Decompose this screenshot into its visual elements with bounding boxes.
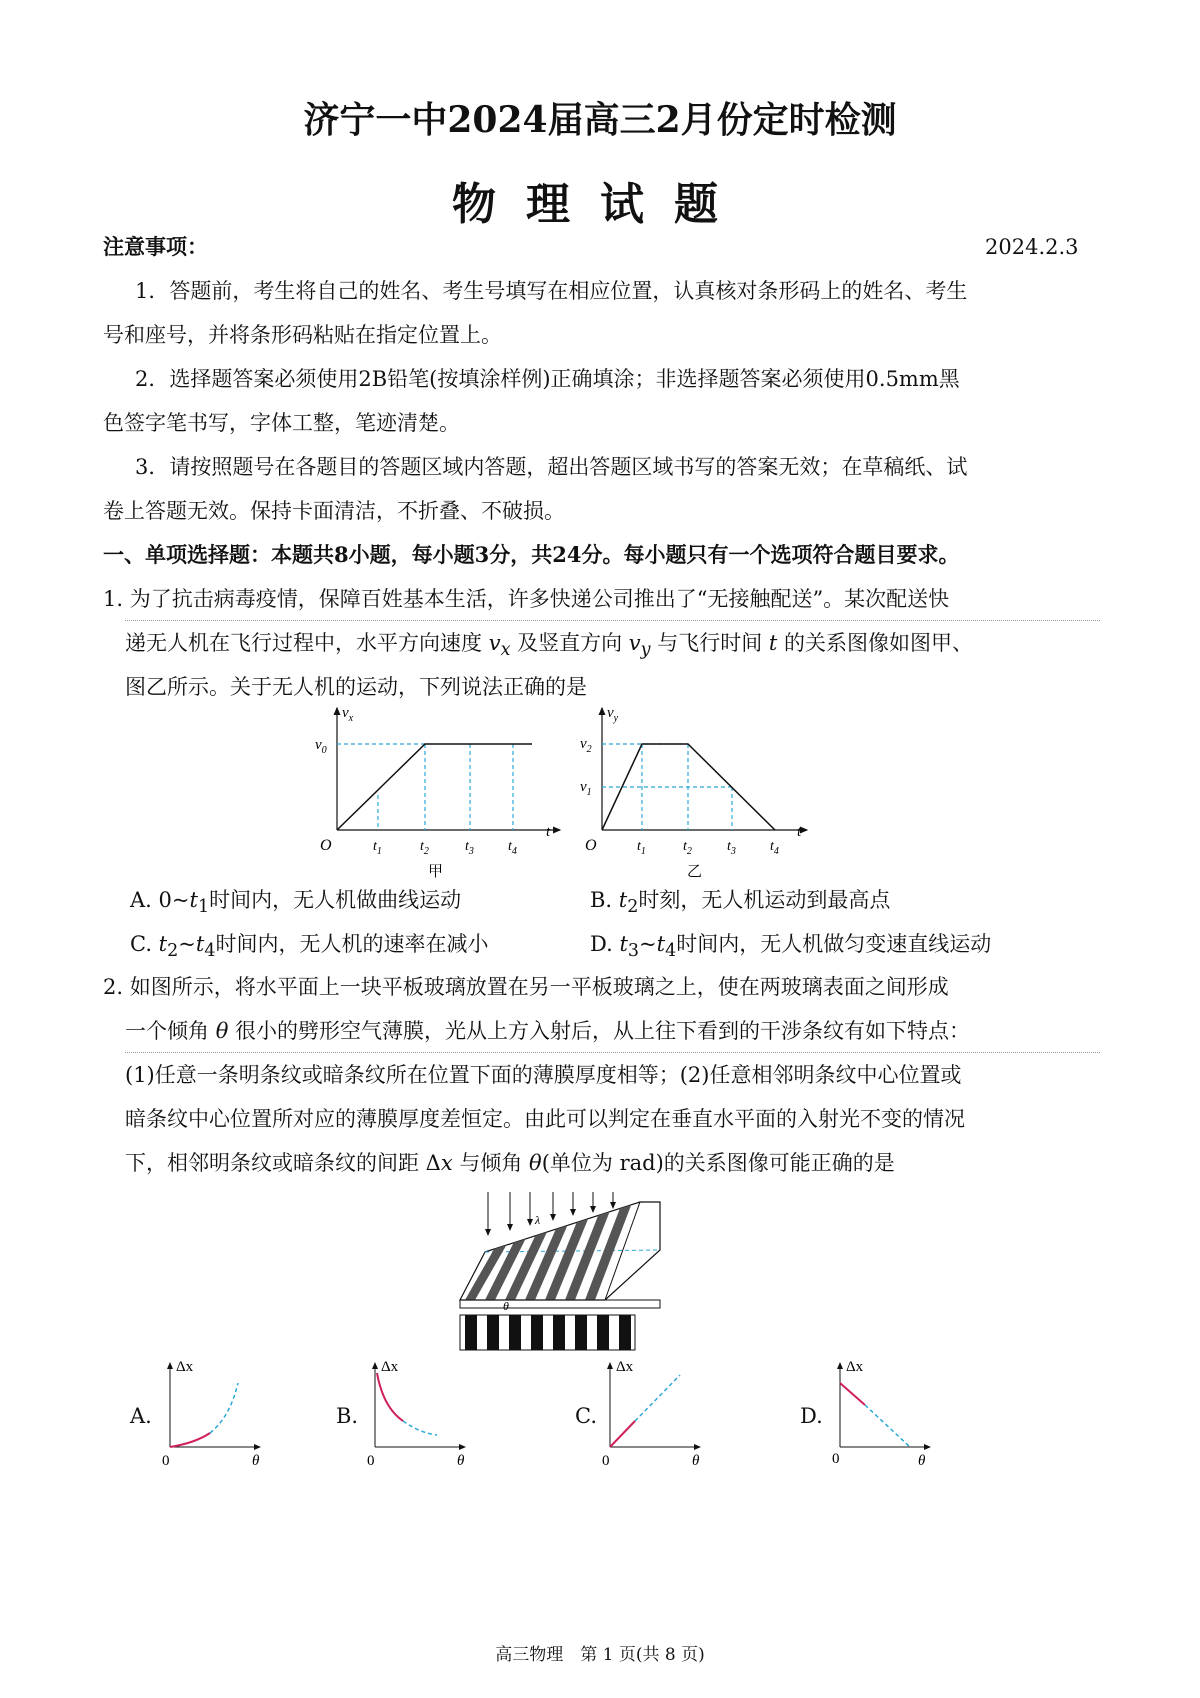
wedge-film-figure: [455, 1190, 670, 1355]
svg-text:t2: $t_2$: [420, 839, 429, 857]
svg-text:θ: θ: [457, 1453, 465, 1469]
notice-item-3b: 卷上答题无效。保持卡面清洁，不折叠、不破损。: [103, 499, 565, 523]
svg-text:t4: $t_4$: [508, 839, 517, 857]
q1-option-a[interactable]: A. $0\sim t_1$时间内，无人机做曲线运动: [130, 888, 462, 918]
dotted-divider: [125, 1052, 1100, 1053]
svg-text:O: O: [320, 837, 332, 854]
svg-text:t4: $t_4$: [770, 839, 779, 857]
q2-option-a-graph[interactable]: [160, 1355, 275, 1470]
svg-text:0: 0: [602, 1453, 610, 1469]
graph-vx-t: [310, 700, 580, 885]
q2-line2: 一个倾角 θ 很小的劈形空气薄膜，光从上方入射后，从上往下看到的干涉条纹有如下特点：: [125, 1019, 971, 1043]
fringe-pattern: [460, 1315, 635, 1350]
svg-text:θ: θ: [692, 1453, 700, 1469]
section-heading: 一、单项选择题：本题共8小题，每小题3分，共24分。每小题只有一个选项符合题目要求。: [103, 542, 960, 567]
q2-line5: 下，相邻明条纹或暗条纹的间距 Δx 与倾角 θ(单位为 rad)的关系图像可能正确的是: [125, 1151, 895, 1175]
q2-option-b-label[interactable]: B.: [336, 1404, 359, 1428]
q2-line1: 2. 如图所示，将水平面上一块平板玻璃放置在另一平板玻璃之上，使在两玻璃表面之间形成: [103, 975, 949, 999]
svg-text:t3: $t_3$: [727, 839, 736, 857]
svg-text:v2: $v_2$: [580, 736, 592, 755]
q1-option-d[interactable]: D. $t_3\sim t_4$时间内，无人机做匀变速直线运动: [590, 932, 992, 962]
q2-option-d-label[interactable]: D.: [800, 1404, 823, 1428]
svg-text:乙: 乙: [687, 864, 703, 880]
svg-text:甲: 甲: [428, 864, 444, 880]
svg-text:t2: $t_2$: [683, 839, 692, 857]
q2-line4: 暗条纹中心位置所对应的薄膜厚度差恒定。由此可以判定在垂直水平面的入射光不变的情况: [125, 1107, 965, 1131]
svg-text:v0: $v_0$: [315, 737, 327, 756]
svg-text:vx: $v_x$: [342, 705, 354, 724]
vx-curve: [337, 744, 532, 830]
svg-text:θ: θ: [918, 1453, 926, 1469]
notice-item-1a: 1．答题前，考生将自己的姓名、考生号填写在相应位置，认真核对条形码上的姓名、考生: [135, 279, 968, 303]
svg-text:t: t: [797, 824, 802, 840]
svg-text:Δx: Δx: [176, 1359, 194, 1375]
q2-option-c-label[interactable]: C.: [575, 1404, 597, 1428]
q1-option-c[interactable]: C. $t_2\sim t_4$时间内，无人机的速率在减小: [130, 932, 489, 962]
notice-item-3a: 3．请按照题号在各题目的答题区域内答题，超出答题区域书写的答案无效；在草稿纸、试: [135, 455, 968, 479]
svg-text:t3: $t_3$: [465, 839, 474, 857]
svg-text:O: O: [585, 837, 597, 854]
svg-text:Δx: Δx: [381, 1359, 399, 1375]
q2-option-d-graph[interactable]: [830, 1355, 945, 1470]
svg-text:t1: $t_1$: [373, 839, 382, 857]
svg-text:v1: $v_1$: [580, 779, 592, 798]
q1-line1: 1. 为了抗击病毒疫情，保障百姓基本生活，许多快递公司推出了“无接触配送”。某次配送快: [103, 587, 950, 611]
dotted-divider: [125, 620, 1100, 621]
q1-line2: 递无人机在飞行过程中，水平方向速度 $v_x$ 及竖直方向 $v_y$ 与飞行时间 t 的关系图像如图甲、: [125, 631, 974, 661]
exam-title: 济宁一中2024届高三2月份定时检测: [303, 99, 897, 141]
notice-item-1b: 号和座号，并将条形码粘贴在指定位置上。: [103, 323, 502, 347]
q2-option-c-graph[interactable]: [600, 1355, 715, 1470]
svg-text:vy: $v_y$: [607, 705, 619, 724]
q2-line3: (1)任意一条明条纹或暗条纹所在位置下面的薄膜厚度相等；(2)任意相邻明条纹中心位置或: [125, 1063, 962, 1087]
graph-vy-t: [575, 700, 825, 885]
svg-text:0: 0: [162, 1453, 170, 1469]
svg-text:Δx: Δx: [616, 1359, 634, 1375]
svg-text:θ: θ: [252, 1453, 260, 1469]
svg-text:0: 0: [367, 1453, 375, 1469]
exam-date: 2024.2.3: [985, 235, 1079, 259]
svg-text:0: 0: [832, 1451, 840, 1467]
subject-title: 物理试题: [452, 179, 748, 230]
q2-option-a-label[interactable]: A.: [130, 1404, 152, 1428]
q1-line3: 图乙所示。关于无人机的运动，下列说法正确的是: [125, 675, 587, 699]
q2-option-b-graph[interactable]: [365, 1355, 480, 1470]
page-footer: 高三物理 第 1 页(共 8 页): [495, 1645, 705, 1665]
svg-text:θ: θ: [503, 1299, 509, 1313]
notice-heading: 注意事项：: [103, 234, 208, 259]
svg-text:Δx: Δx: [846, 1359, 864, 1375]
svg-text:λ: λ: [535, 1213, 541, 1227]
notice-item-2b: 色签字笔书写，字体工整，笔迹清楚。: [103, 411, 460, 435]
q1-option-b[interactable]: B. $t_2$时刻，无人机运动到最高点: [590, 888, 891, 918]
svg-text:t1: $t_1$: [637, 839, 646, 857]
svg-text:t: t: [546, 824, 551, 840]
notice-item-2a: 2．选择题答案必须使用2B铅笔(按填涂样例)正确填涂；非选择题答案必须使用0.5mm黑: [135, 367, 960, 391]
